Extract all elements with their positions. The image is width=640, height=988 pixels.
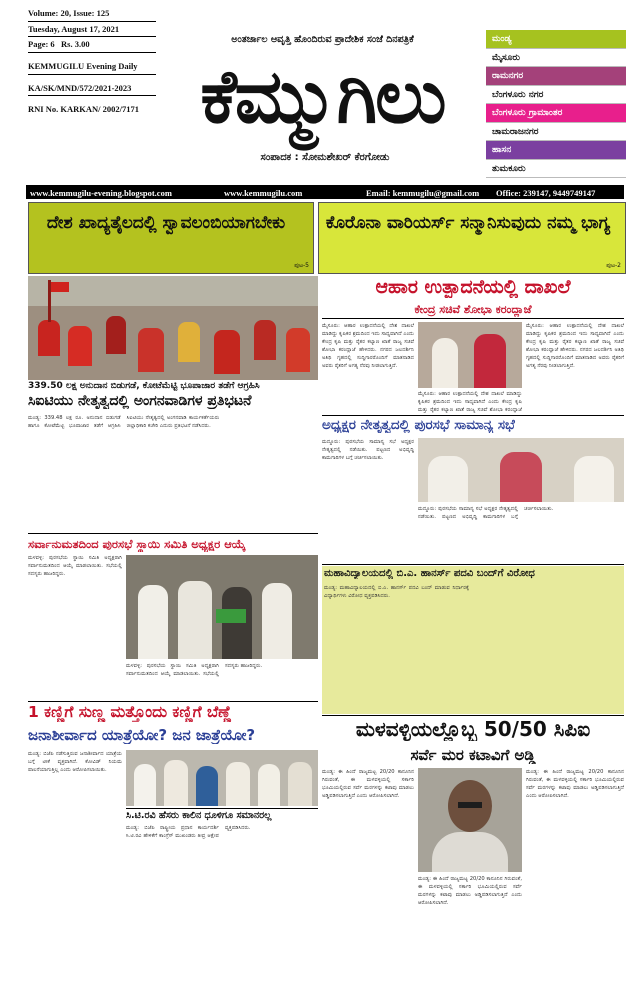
eye-subheadline[interactable]: ಜನಾಶೀರ್ವಾದ ಯಾತ್ರೆಯೋ? ಜನ ಜಾತ್ರೆಯೋ? (28, 726, 256, 744)
district-item[interactable]: ಹಾಸನ (486, 141, 626, 160)
cpi-subheadline[interactable]: ಸರ್ವೆ ಮರ ಕಟಾವಿಗೆ ಅಡ್ಡಿ (410, 746, 536, 764)
cpi-body-right: ಮಂಡ್ಯ: ಈ ಹಿಂದೆ ರಾಜ್ಯಮಟ್ಟ 20/20 ಕಾನೂನಿನ ಗಿರುವಂತೆ, ಈ ಮಳವಳ್ಳಿಯಲ್ಲಿ ಸರ್ಕಾರಿ ಭೂಮಿಯಲ್ಲಿರುವ ಸರ್ವೆ ಮರಗಳನ್ನು ಕಟಾವು ಮಾಡಲು ಅಡ್ಡಿಪಡಿಸಲಾಗುತ್ತಿದೆ ಎಂದು ಆರೋಪಿಸಲಾಗಿದೆ. (526, 769, 624, 800)
district-item[interactable]: ರಾಮನಗರ (486, 67, 626, 86)
minister-photo (418, 322, 522, 388)
college-article[interactable] (322, 566, 624, 714)
edible-oil-box[interactable] (28, 202, 314, 274)
district-item[interactable]: ಚಾಮರಾಜನಗರ (486, 123, 626, 142)
anganwadi-protest-photo (28, 276, 318, 380)
committee-photo (126, 555, 318, 659)
meeting-photo (418, 438, 624, 502)
registration-text: KA/SK/MND/572/2021-2023 (28, 82, 132, 93)
cpi-body: ಮಂಡ್ಯ: ಈ ಹಿಂದೆ ರಾಜ್ಯಮಟ್ಟ 20/20 ಕಾನೂನಿನ ಗಿರುವಂತೆ, ಈ ಮಳವಳ್ಳಿಯಲ್ಲಿ ಸರ್ಕಾರಿ ಭೂಮಿಯಲ್ಲಿರುವ ಸರ್ವೆ ಮರಗಳನ್ನು ಕಟಾವು ಮಾಡಲು ಅಡ್ಡಿಪಡಿಸಲಾಗುತ್ತಿದೆ ಎಂದು ಆರೋಪಿಸಲಾಗಿದೆ. (322, 769, 414, 800)
page-text: Page: 6 (28, 39, 55, 50)
blog-link[interactable]: www.kemmugilu-evening.blogspot.com (30, 188, 172, 198)
page-ref: ಪುಟ-2 (606, 262, 621, 269)
food-body: ಮೈಸೂರು: ಆಹಾರ ಉತ್ಪಾದನೆಯಲ್ಲಿ ದೇಶ ದಾಖಲೆ ಮಾಡಿದ್ದು ಕೃಷಿಕರ ಶ್ರಮದಿಂದ ಇದು ಸಾಧ್ಯವಾಗಿದೆ ಎಂದು ಕೇಂದ್ರ ಕೃಷಿ ಮತ್ತು ರೈತರ ಕಲ್ಯಾಣ ಖಾತೆ ರಾಜ್ಯ ಸಚಿವೆ ಶೋಭಾ ಕರಂದ್ಲಾಜೆ ಹೇಳಿದರು. ನಗರದ ಜಲದರ್ಶಿನಿ ಅತಿಥಿ ಗೃಹದಲ್ಲಿ ಸುದ್ದಿಗಾರರೊಂದಿಗೆ ಮಾತನಾಡಿದ ಅವರು ರೈತರಿಗೆ ಅಗತ್ಯ ನೆರವು ನೀಡಲಾಗುತ್ತಿದೆ. (322, 323, 414, 370)
food-subheadline[interactable]: ಕೇಂದ್ರ ಸಚಿವೆ ಶೋಭಾ ಕರಂದ್ಲಾಜೆ (414, 303, 532, 316)
food-body-more: ಮೈಸೂರು: ಆಹಾರ ಉತ್ಪಾದನೆಯಲ್ಲಿ ದೇಶ ದಾಖಲೆ ಮಾಡಿದ್ದು ಕೃಷಿಕರ ಶ್ರಮದಿಂದ ಇದು ಸಾಧ್ಯವಾಗಿದೆ ಎಂದು ಕೇಂದ್ರ ಕೃಷಿ ಮತ್ತು ರೈತರ ಕಲ್ಯಾಣ ಖಾತೆ ರಾಜ್ಯ ಸಚಿವೆ ಶೋಭಾ ಕರಂದ್ಲಾಜೆ ಹೇಳಿದರು. ನಗರದ ಜಲದರ್ಶಿನಿ ಅತಿಥಿ ಗೃಹದಲ್ಲಿ ಸುದ್ದಿಗಾರರೊಂದಿಗೆ ಮಾತನಾಡಿದ ಅವರು ರೈತರಿಗೆ ಅಗತ್ಯ ನೆರವು ನೀಡಲಾಗುತ್ತಿದೆ. (526, 323, 624, 370)
eye-headline[interactable]: 1 ಕಣ್ಣಿಗೆ ಸುಣ್ಣ ಮತ್ತೊಂದು ಕಣ್ಣಿಗೆ ಬೆಣ್ಣೆ (28, 703, 232, 721)
anganwadi-body: ಮಂಡ್ಯ: 339.48 ಲಕ್ಷ ರೂ. ಅನುದಾನ ಬಿಡುಗಡೆ ಹಾಗೂ ಕೋಟೆಮೆಟ್ಟಿ ಭೂಪಾಜಾರ ತಡೆಗೆ ಆಗ್ರಹಿಸಿ ಸಿಐಟಿಯು ನೇತೃತ್ವದಲ್ಲಿ ಅಂಗನವಾಡಿ ಕಾರ್ಯಕರ್ತೆಯರು ಜಿಲ್ಲಾಧಿಕಾರಿ ಕಚೇರಿ ಎದುರು ಪ್ರತಿಭಟನೆ ನಡೆಸಿದರು. (28, 415, 220, 430)
district-item[interactable]: ತುಮಕೂರು (486, 160, 626, 179)
ct-ravi-body: ಮಂಡ್ಯ: ಬಿಜೆಪಿ ರಾಷ್ಟ್ರೀಯ ಪ್ರಧಾನ ಕಾರ್ಯದರ್ಶಿ ಸಿ.ಟಿ.ರವಿ ಹೇಳಿಕೆಗೆ ಕಾಂಗ್ರೆಸ್ ಮುಖಂಡರು ತೀವ್ರ ಆಕ್ಷೇಪ ವ್ಯಕ್ತಪಡಿಸಿದರು. (126, 825, 251, 840)
corona-warriors-box[interactable] (318, 202, 626, 274)
edition-text: KEMMUGILU Evening Daily (28, 60, 138, 71)
rni-text: RNI No. KARKAN/ 2002/7171 (28, 104, 139, 115)
college-body: ಮಂಡ್ಯ: ಮಹಾವಿದ್ಯಾಲಯದಲ್ಲಿ ಬಿ.ಎ. ಹಾನರ್ಸ್ ಪದವಿ ಬಂದ್ ಮಾಡುವ ನಿರ್ಧಾರಕ್ಕೆ ವಿದ್ಯಾರ್ಥಿಗಳು ವಿರೋಧ ವ್ಯಕ್ತಪಡಿಸಿದರು. (324, 585, 469, 600)
corona-warriors-title: ಕೊರೊನಾ ವಾರಿಯರ್ಸ್ ಸನ್ಮಾನಿಸುವುದು ನಮ್ಮ ಭಾಗ್ಯ (325, 213, 611, 233)
email-text: Email: kemmugilu@gmail.com (366, 188, 480, 198)
district-item[interactable]: ಬೆಂಗಳೂರು ಗ್ರಾಮಾಂತರ (486, 104, 626, 123)
price-text: Rs. 3.00 (61, 39, 90, 50)
committee-headline[interactable]: ಸರ್ವಾನುಮತದಿಂದ ಪುರಸಭೆ ಸ್ಥಾಯಿ ಸಮಿತಿ ಅಧ್ಯಕ್ಷರ ಆಯ್ಕೆ (28, 537, 246, 551)
district-item[interactable]: ಮಂಡ್ಯ (486, 30, 626, 49)
page-ref: ಪುಟ-5 (294, 262, 309, 269)
meeting-body: ಮದ್ದೂರು: ಪುರಸಭೆಯ ಸಾಮಾನ್ಯ ಸಭೆ ಅಧ್ಯಕ್ಷರ ನೇತೃತ್ವದಲ್ಲಿ ನಡೆಯಿತು. ಪಟ್ಟಣದ ಅಭಿವೃದ್ಧಿ ಕಾಮಗಾರಿಗಳ ಬಗ್ಗೆ ಚರ್ಚಿಸಲಾಯಿತು. (322, 439, 414, 462)
meeting-body-more: ಮದ್ದೂರು: ಪುರಸಭೆಯ ಸಾಮಾನ್ಯ ಸಭೆ ಅಧ್ಯಕ್ಷರ ನೇತೃತ್ವದಲ್ಲಿ ನಡೆಯಿತು. ಪಟ್ಟಣದ ಅಭಿವೃದ್ಧಿ ಕಾಮಗಾರಿಗಳ ಬಗ್ಗೆ ಚರ್ಚಿಸಲಾಯಿತು. (418, 506, 554, 521)
food-headline[interactable]: ಆಹಾರ ಉತ್ಪಾದನೆಯಲ್ಲಿ ದಾಖಲೆ (375, 276, 571, 298)
committee-body-more: ಮಳವಳ್ಳಿ: ಪುರಸಭೆಯ ಸ್ಥಾಯಿ ಸಮಿತಿ ಅಧ್ಯಕ್ಷರಾಗಿ ಸರ್ವಾನುಮತದಿಂದ ಆಯ್ಕೆ ಮಾಡಲಾಯಿತು. ಸಭೆಯಲ್ಲಿ ಸದಸ್ಯರು ಹಾಜರಿದ್ದರು. (126, 663, 263, 678)
district-item[interactable]: ಮೈಸೂರು (486, 49, 626, 68)
food-body-tail: ಮೈಸೂರು: ಆಹಾರ ಉತ್ಪಾದನೆಯಲ್ಲಿ ದೇಶ ದಾಖಲೆ ಮಾಡಿದ್ದು ಕೃಷಿಕರ ಶ್ರಮದಿಂದ ಇದು ಸಾಧ್ಯವಾಗಿದೆ ಎಂದು ಕೇಂದ್ರ ಕೃಷಿ ಮತ್ತು ರೈತರ ಕಲ್ಯಾಣ ಖಾತೆ ರಾಜ್ಯ ಸಚಿವೆ ಶೋಭಾ ಕರಂದ್ಲಾಜೆ (418, 391, 522, 414)
meeting-headline[interactable]: ಅಧ್ಯಕ್ಷರ ನೇತೃತ್ವದಲ್ಲಿ ಪುರಸಭೆ ಸಾಮಾನ್ಯ ಸಭೆ (322, 417, 515, 433)
district-item[interactable]: ಬೆಂಗಳೂರು ನಗರ (486, 86, 626, 105)
volume-text: Volume: 20, Issue: 125 (28, 8, 110, 18)
committee-body: ಮಳವಳ್ಳಿ: ಪುರಸಭೆಯ ಸ್ಥಾಯಿ ಸಮಿತಿ ಅಧ್ಯಕ್ಷರಾಗಿ ಸರ್ವಾನುಮತದಿಂದ ಆಯ್ಕೆ ಮಾಡಲಾಯಿತು. ಸಭೆಯಲ್ಲಿ ಸದಸ್ಯರು ಹಾಜರಿದ್ದರು. (28, 555, 122, 578)
cpi-body-mid: ಮಂಡ್ಯ: ಈ ಹಿಂದೆ ರಾಜ್ಯಮಟ್ಟ 20/20 ಕಾನೂನಿನ ಗಿರುವಂತೆ, ಈ ಮಳವಳ್ಳಿಯಲ್ಲಿ ಸರ್ಕಾರಿ ಭೂಮಿಯಲ್ಲಿರುವ ಸರ್ವೆ ಮರಗಳನ್ನು ಕಟಾವು ಮಾಡಲು ಅಡ್ಡಿಪಡಿಸಲಾಗುತ್ತಿದೆ ಎಂದು ಆರೋಪಿಸಲಾಗಿದೆ. (418, 876, 522, 907)
eye-body: ಮಂಡ್ಯ: ಬಿಜೆಪಿ ನಡೆಸುತ್ತಿರುವ ಜನಾಶೀರ್ವಾದ ಯಾತ್ರೆಯ ಬಗ್ಗೆ ಟೀಕೆ ವ್ಯಕ್ತವಾಗಿದೆ. ಕೋವಿಡ್ ನಿಯಮ ಪಾಲನೆಯಾಗುತ್ತಿಲ್ಲ ಎಂದು ಆರೋಪಿಸಲಾಯಿತು. (28, 751, 122, 774)
masthead-tagline: ಅಂತರ್ಜಾಲ ಆವೃತ್ತಿ ಹೊಂದಿರುವ ಪ್ರಾದೇಶಿಕ ಸಂಜೆ ದಿನಪತ್ರಿಕೆ (231, 34, 414, 45)
edible-oil-title: ದೇಶ ಖಾದ್ಯತೈಲದಲ್ಲಿ ಸ್ವಾವಲಂಬಿಯಾಗಬೇಕು (46, 213, 286, 233)
ct-ravi-headline[interactable]: ಸಿ.ಟಿ.ರವಿ ಹೆಸರು ಕಾಲಿನ ಧೂಳಿಗೂ ಸಮಾನರಲ್ಲ (126, 810, 272, 821)
anganwadi-headline[interactable]: ಸಿಐಟಿಯು ನೇತೃತ್ವದಲ್ಲಿ ಅಂಗನವಾಡಿಗಳ ಪ್ರತಿಭಟನೆ (28, 393, 252, 409)
masthead-title: ಕೆಮ್ಮುಗಿಲು (200, 54, 445, 140)
date-text: Tuesday, August 17, 2021 (28, 23, 120, 34)
cpi-portrait-photo (418, 768, 522, 872)
college-headline[interactable]: ಮಹಾವಿದ್ಯಾಲಯದಲ್ಲಿ ಬಿ.ಎ. ಹಾನರ್ಸ್ ಪದವಿ ಬಂದ್‌ಗೆ ವಿರೋಧ (324, 568, 535, 579)
editor-line: ಸಂಪಾದಕ : ಸೋಮಶೇಖರ್ ಕೆರಗೋಡು (260, 152, 390, 163)
website-link[interactable]: www.kemmugilu.com (224, 188, 303, 198)
cpi-headline[interactable]: ಮಳವಳ್ಳಿಯಲ್ಲೊಬ್ಬ 50/50 ಸಿಪಿಐ (355, 717, 591, 741)
protest-group-photo (126, 750, 318, 806)
issue-meta (28, 8, 156, 115)
district-list (486, 30, 626, 178)
contact-bar (26, 185, 624, 199)
office-phone: Office: 239147, 9449749147 (496, 188, 596, 198)
anganwadi-caption: 339.50 ಲಕ್ಷ ಅನುದಾನ ಬಿಡುಗಡೆ, ಕೋಟೆಮೆಟ್ಟಿ ಭೂಪಾಜಾರ ತಡೆಗೆ ಆಗ್ರಹಿಸಿ (28, 381, 260, 391)
